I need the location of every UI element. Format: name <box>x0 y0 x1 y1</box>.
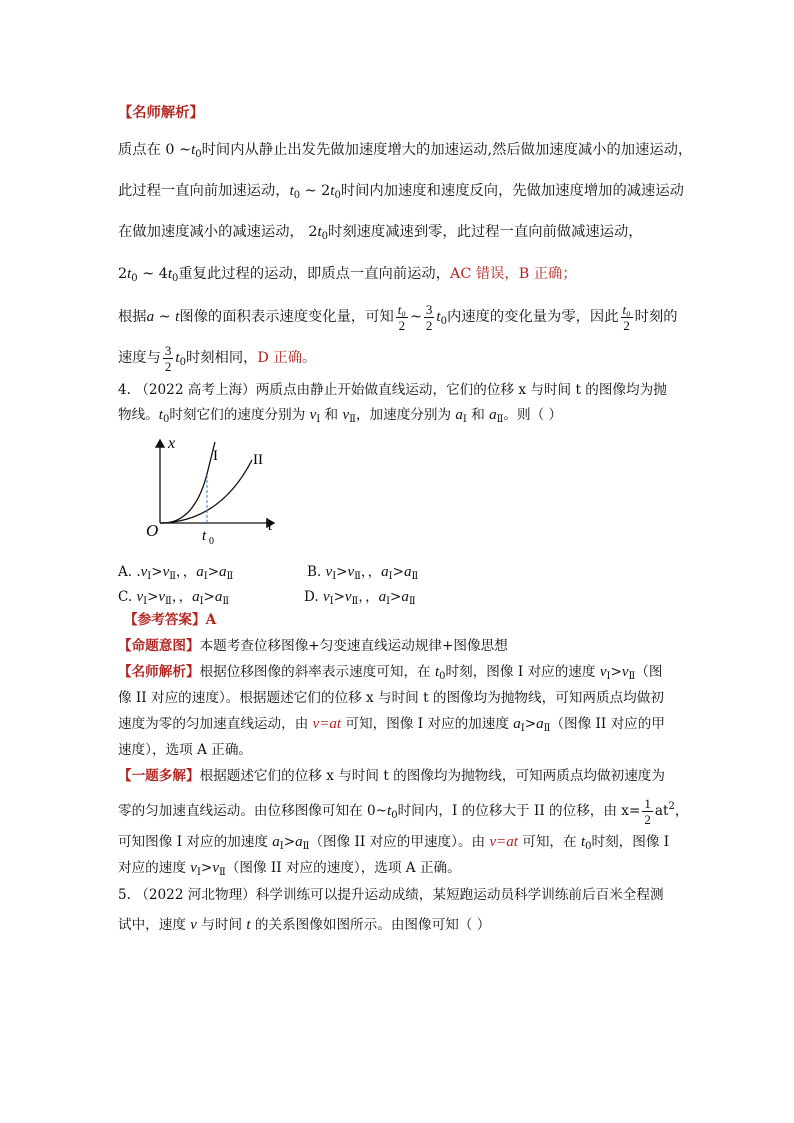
t0-tick-label: t <box>202 528 207 544</box>
fraction: $\frac{\text{t₀}}{2}$ <box>397 301 406 333</box>
fraction: $\frac{3}{2}$ <box>425 301 433 333</box>
fraction: $\frac{1}{2}$ <box>644 796 651 827</box>
multi-line-4: 对应的速度 $v_Ⅰ>v_Ⅱ$（图像 II 对应的速度），选项 A 正确。 <box>118 860 461 878</box>
q4-line-1: 4. （2022 高考上海）两质点由静止开始做直线运动，它们的位移 x 与时间 t 的图像均为抛 <box>118 382 667 398</box>
reference-answer: 【参考答案】A <box>124 612 217 628</box>
multi-line-3: 可知图像 I 对应的加速度 $a_Ⅰ>a_Ⅱ$（图像 II 对应的甲速度）。由 v=at 可知，在 $t_0$时刻，图像 I <box>118 834 670 852</box>
q5-line-2: 试中，速度 v 与时间 t 的关系图像如图所示。由图像可知（ ） <box>118 917 491 933</box>
x-t-graph <box>140 430 290 550</box>
t0-tick-sub: 0 <box>209 536 214 547</box>
analysis-line-1: 质点在 0 $\sim t_0$时间内从静止出发先做加速度增大的加速运动,然后做加速度减小的加速运动， <box>118 142 693 160</box>
option-b[interactable]: B. $v_Ⅰ>v_Ⅱ$，，$a_Ⅰ>a_Ⅱ$ <box>307 564 419 582</box>
fraction: $\frac{\text{t₀}}{2}$ <box>622 301 631 333</box>
analysis-line-3: 在做加速度减小的减速运动， $2t_0$时刻速度减速到零，此过程一直向前做减速运动， <box>118 224 643 242</box>
multi-line-2: 零的匀加速直线运动。由位移图像可知在 $0\sim t_0$时间内，I 的位移大于 II 的位移，由 x= $\frac{1}{2}$ $at^2$， <box>118 796 689 827</box>
analysis-q4-line-1: 【名师解析】根据位移图像的斜率表示速度可知，在 $t_0$时刻，图像 I 对应的速度 $v_Ⅰ>v_Ⅱ$（图 <box>118 664 663 682</box>
origin-label: O <box>146 521 159 540</box>
intent-line: 【命题意图】本题考查位移图像+匀变速直线运动规律+图像思想 <box>118 638 508 654</box>
section-heading: 【名师解析】 <box>118 105 204 121</box>
multi-line-1: 【一题多解】根据题述它们的位移 x 与时间 t 的图像均为抛物线，可知两质点均做初速度为 <box>118 768 665 784</box>
analysis-line-2: 此过程一直向前加速运动，$t_0$ ~ $2t_0$时间内加速度和速度反向，先做加速度增加的减速运动 <box>118 183 684 201</box>
curve-II-label: II <box>253 452 263 468</box>
q4-line-2: 物线。$t_0$时刻它们的速度分别为 $v_Ⅰ$ 和 $v_Ⅱ$，加速度分别为 $a_Ⅰ$ 和 $a_Ⅱ$。则（ ） <box>118 407 563 425</box>
option-c[interactable]: C. $v_Ⅰ>v_Ⅱ$，，$a_Ⅰ>a_Ⅱ$ <box>118 589 230 607</box>
q5-line-1: 5. （2022 河北物理）科学训练可以提升运动成绩，某短跑运动员科学训练前后百米全程测 <box>118 887 664 903</box>
curve-I-label: I <box>213 448 218 464</box>
analysis-line-5: 根据a ~ t图像的面积表示速度变化量，可知 $\frac{\text{t₀}}{2}$ ~ $\frac{3}{2}$ $t_0$内速度的变化量为零，因此 $\frac{\text{t₀}}{2}$ 时刻的 <box>118 301 678 333</box>
analysis-q4-line-2: 像 II 对应的速度）。根据题述它们的位移 x 与时间 t 的图像均为抛物线，可知两质点均做初 <box>118 690 664 706</box>
x-axis-label: t <box>268 517 273 534</box>
analysis-q4-line-3: 速度为零的匀加速直线运动，由 v=at 可知，图像 I 对应的加速度 $a_Ⅰ>a_Ⅱ$（图像 II 对应的甲 <box>118 716 665 734</box>
analysis-line-4: $2t_0$ ~ $4t_0$重复此过程的运动，即质点一直向前运动，AC 错误，B 正确； <box>118 266 577 284</box>
fraction: $\frac{3}{2}$ <box>164 342 172 374</box>
option-d[interactable]: D. $v_Ⅰ>v_Ⅱ$，，$a_Ⅰ>a_Ⅱ$ <box>304 589 416 607</box>
analysis-q4-line-4: 速度），选项 A 正确。 <box>118 742 253 758</box>
y-axis-label: x <box>168 435 176 452</box>
option-a[interactable]: A. $.v_Ⅰ>v_Ⅱ$，，$a_Ⅰ>a_Ⅱ$ <box>118 564 234 582</box>
curve-II <box>160 460 252 523</box>
analysis-line-6: 速度与 $\frac{3}{2}$ $t_0$时刻相同，D 正确。 <box>118 342 317 374</box>
